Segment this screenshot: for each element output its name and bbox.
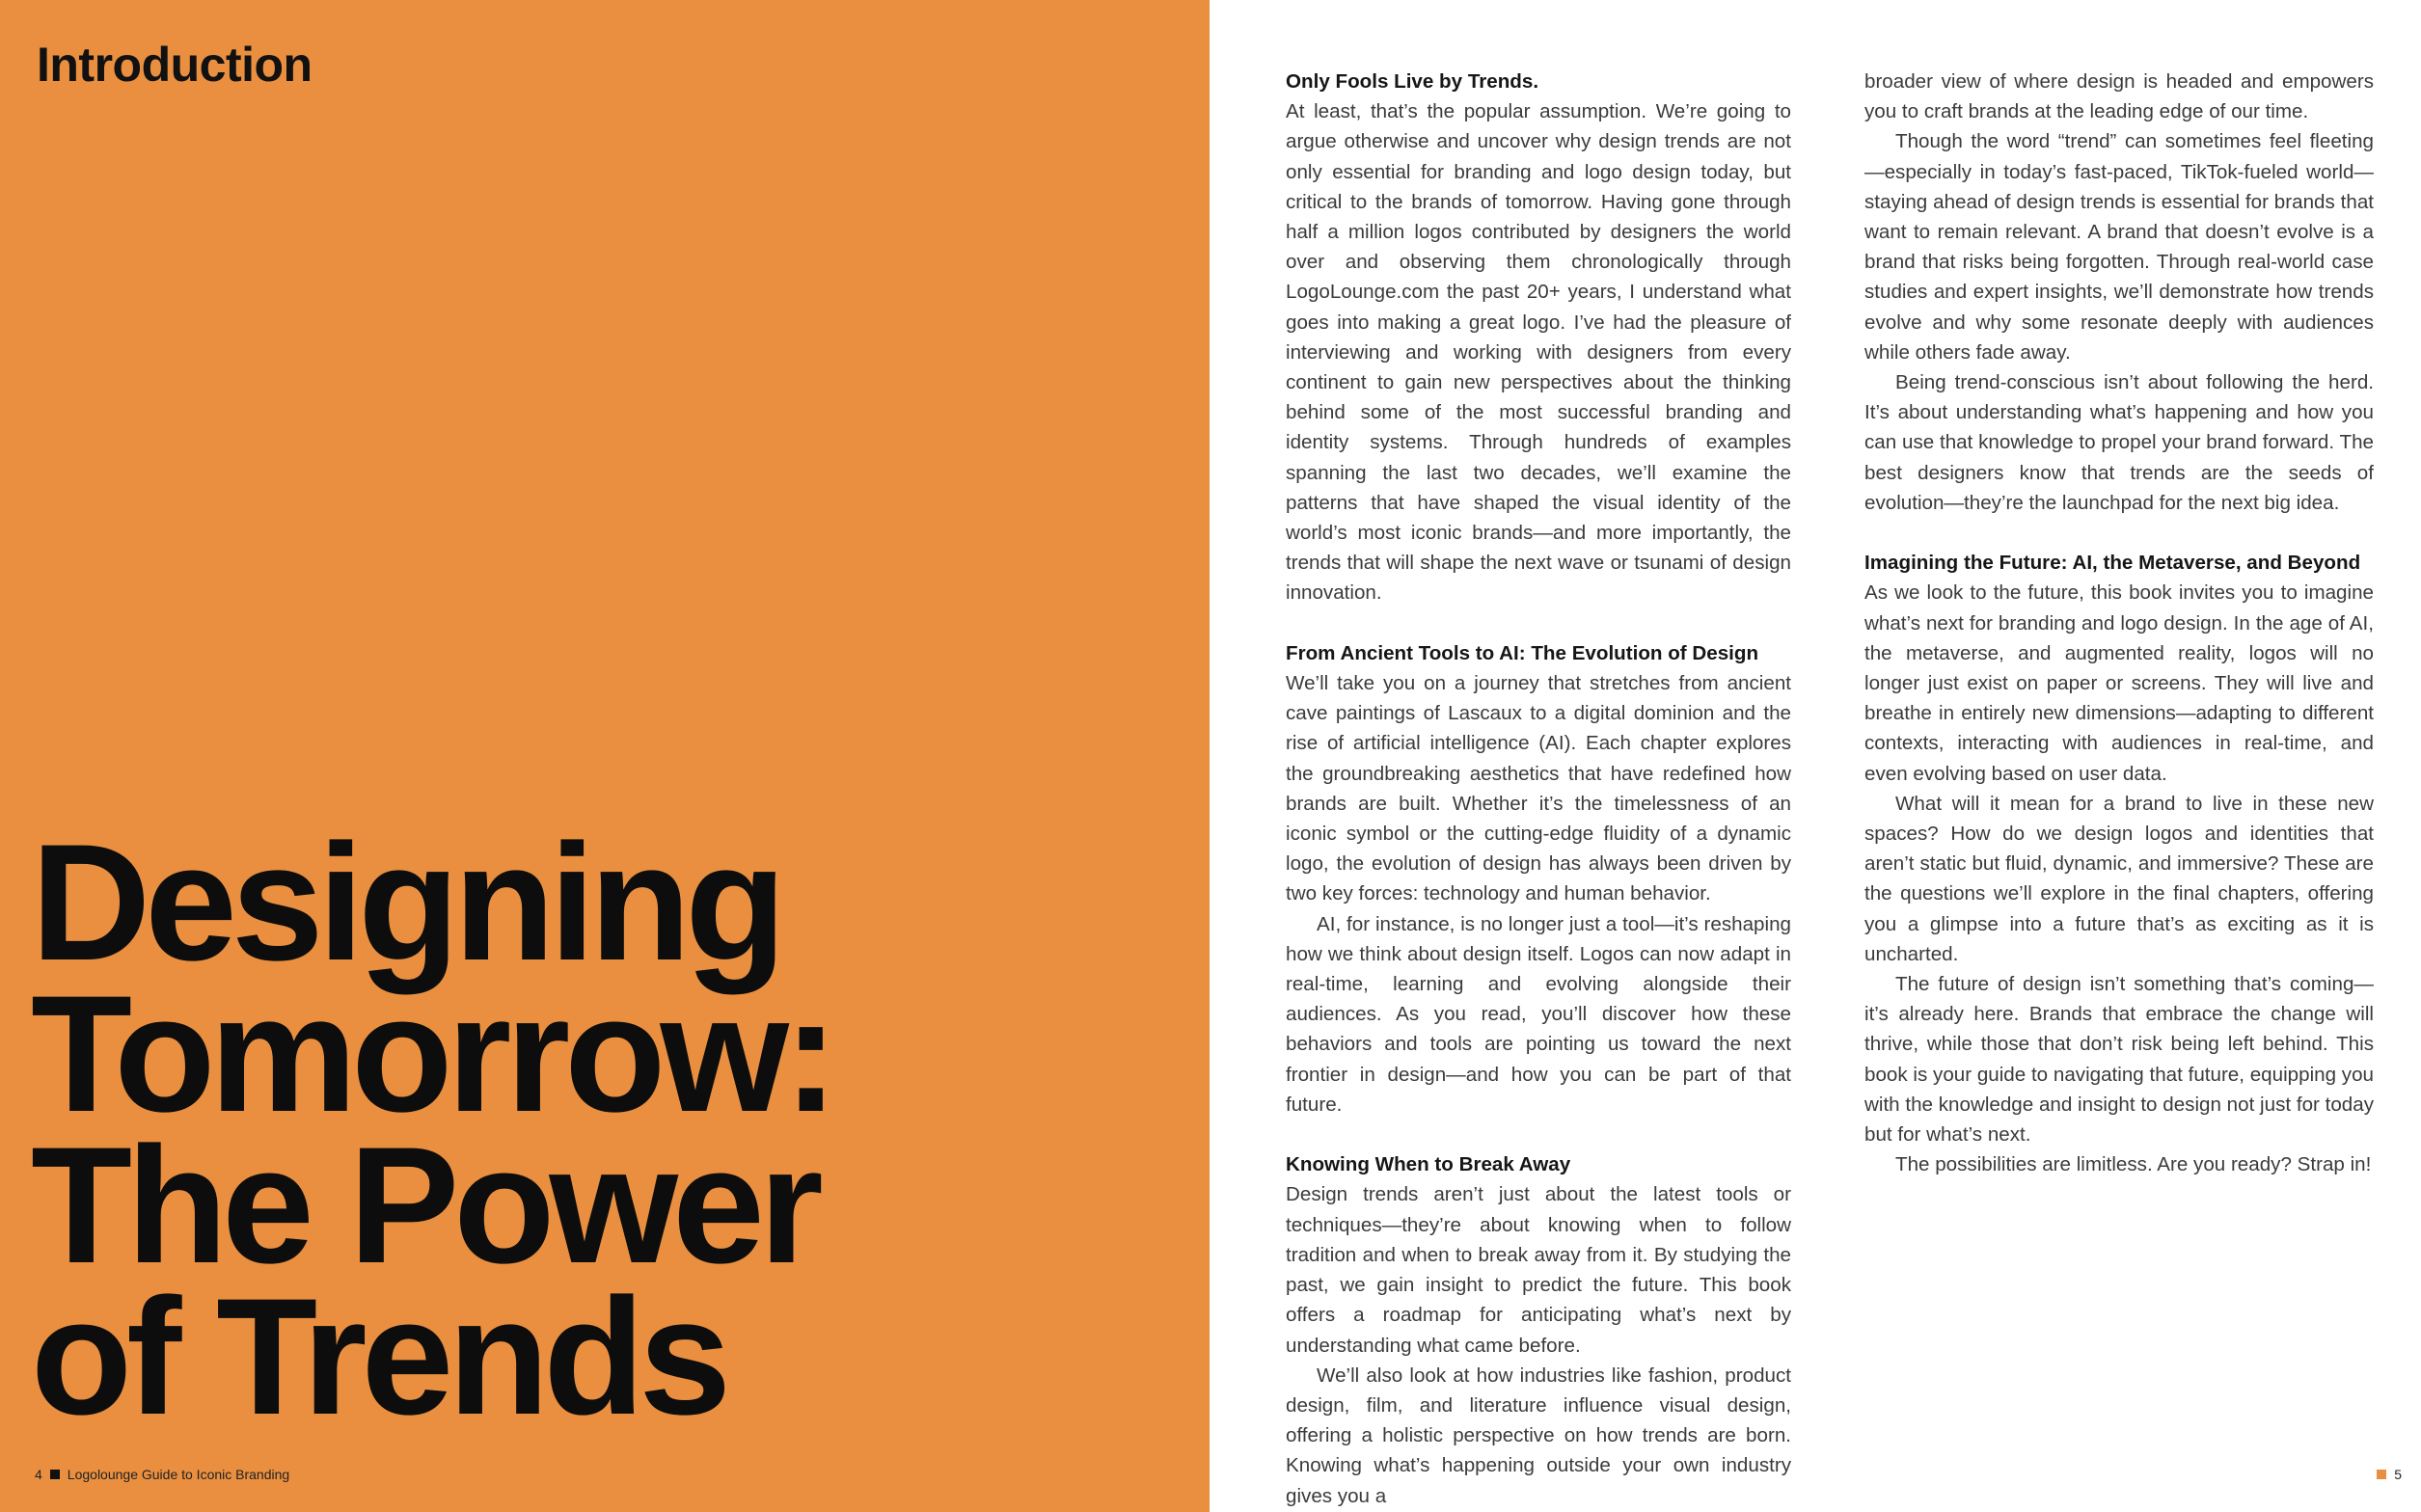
right-page-number: 5	[2394, 1467, 2402, 1482]
paragraph: We’ll also look at how industries like fashion, product design, film, and literature influence visual design, offering a holistic perspective on how trends are born. Knowing what’s happening outside your own industry gives you a	[1286, 1364, 1791, 1507]
paragraph: AI, for instance, is no longer just a tool—it’s reshaping how we think about design itself. Logos can now adapt in real-time, learning and evolving alongside their audiences. As you read, you’ll discover how these behaviors and tools are pointing us toward the next frontier in design—and how you can be part of that future.	[1286, 912, 1791, 1116]
running-footer: Logolounge Guide to Iconic Branding	[67, 1467, 290, 1482]
chapter-title	[31, 810, 1092, 1449]
title-line-2: Tomorrow:	[31, 961, 833, 1147]
right-footer	[2377, 1467, 2402, 1482]
title-line-1: Designing	[31, 810, 781, 995]
left-page	[0, 0, 1210, 1512]
paragraph: The future of design isn’t something that’s coming—it’s already here. Brands that embrace the change will thrive, while those that don’t risk being left behind. This book is your guide to navigating that future, equipping you with the knowledge and insight to design not just for today but for what’s next.	[1864, 973, 2374, 1147]
heading-only-fools: Only Fools Live by Trends.	[1286, 70, 1539, 93]
left-page-number: 4	[35, 1467, 42, 1482]
paragraph: broader view of where design is headed and empowers you to craft brands at the leading edge of our time.	[1864, 70, 2374, 123]
heading-break-away: Knowing When to Break Away	[1286, 1153, 1571, 1176]
square-bullet-icon	[50, 1470, 60, 1479]
square-bullet-icon	[2377, 1470, 2386, 1479]
paragraph: Design trends aren’t just about the latest tools or techniques—they’re about knowing when to follow tradition and when to break away from it. By studying the past, we gain insight to predict the future. This book offers a roadmap for anticipating what’s next by understanding what came before.	[1286, 1183, 1791, 1357]
paragraph: Though the word “trend” can sometimes feel fleeting—especially in today’s fast-paced, TikTok-fueled world—staying ahead of design trends is essential for brands that want to remain relevant. A brand that doesn’t evolve is a brand that risks being forgotten. Through real-world case studies and expert insights, we’ll demonstrate how trends evolve and why some resonate deeply with audiences while others fade away.	[1864, 130, 2374, 364]
paragraph: As we look to the future, this book invites you to imagine what’s next for branding and logo design. In the age of AI, the metaverse, and augmented reality, logos will no longer just exist on paper or screens. They will live and breathe in entirely new dimensions—adapting to different contexts, interacting with audiences in real-time, and even evolving based on user data.	[1864, 581, 2374, 785]
title-line-4: of Trends	[31, 1264, 726, 1449]
right-page	[1210, 0, 2421, 1512]
paragraph: Being trend-conscious isn’t about following the herd. It’s about understanding what’s happening and how you can use that knowledge to propel your brand forward. The best designers know that trends are the seeds of evolution—they’re the launchpad for the next big idea.	[1864, 371, 2374, 514]
paragraph: We’ll take you on a journey that stretches from ancient cave paintings of Lascaux to a digital dominion and the rise of artificial intelligence (AI). Each chapter explores the groundbreaking aesthetics that have redefined how brands are built. Whether it’s the timelessness of an iconic symbol or the cutting-edge fluidity of a dynamic logo, the evolution of design has always been driven by two key forces: technology and human behavior.	[1286, 672, 1791, 905]
section-label: Introduction	[37, 38, 313, 92]
paragraph: At least, that’s the popular assumption. We’re going to argue otherwise and uncover why design trends are not only essential for branding and logo design today, but critical to the brands of tomorrow. Having gone through half a million logos contributed by designers the world over and observing them chronologically through LogoLounge.com the past 20+ years, I understand what goes into making a great logo. I’ve had the pleasure of interviewing and working with designers from every continent to gain new perspectives about the thinking behind some of the most successful branding and identity systems. Through hundreds of examples spanning the last two decades, we’ll examine the patterns that have shaped the visual identity of the world’s most iconic brands—and more importantly, the trends that will shape the next wave or tsunami of design innovation.	[1286, 100, 1791, 605]
paragraph: What will it mean for a brand to live in these new spaces? How do we design logos and identities that aren’t static but fluid, dynamic, and immersive? These are the questions we’ll explore in the final chapters, offering you a glimpse into a future that’s as exciting as it is uncharted.	[1864, 792, 2374, 965]
left-footer	[35, 1467, 289, 1482]
paragraph: The possibilities are limitless. Are you ready? Strap in!	[1895, 1153, 2372, 1176]
heading-ancient-tools: From Ancient Tools to AI: The Evolution of Design	[1286, 641, 1759, 664]
heading-imagining-future: Imagining the Future: AI, the Metaverse, and Beyond	[1864, 552, 2361, 575]
title-line-3: The Power	[31, 1113, 818, 1298]
text-column-1	[1286, 67, 1791, 1511]
text-column-2	[1864, 67, 2374, 1180]
